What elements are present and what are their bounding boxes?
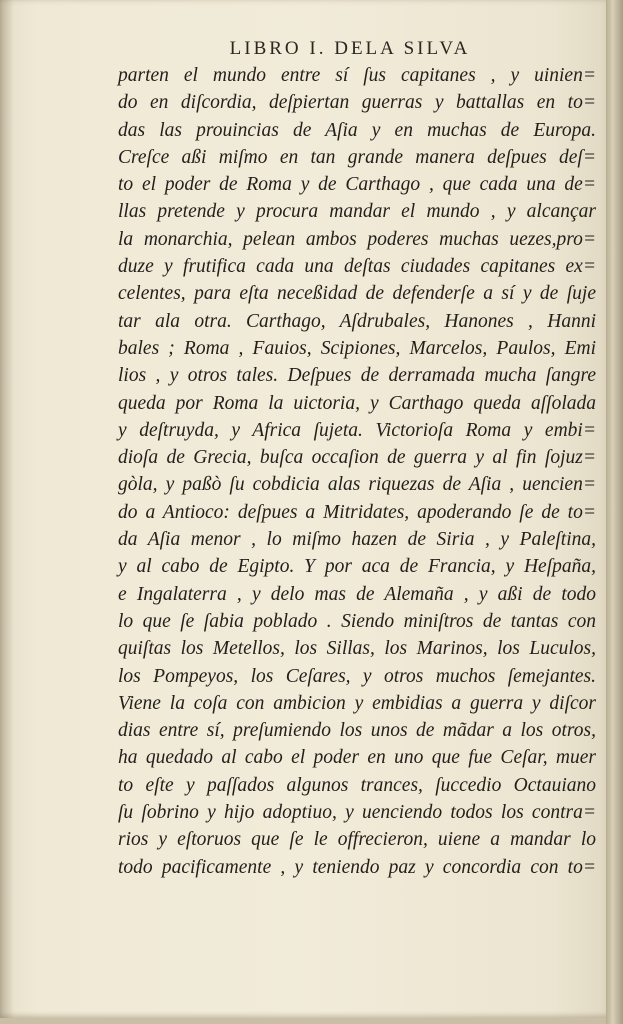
text-line: parten el mundo entre sí ſus capitanes , y uinien= — [118, 65, 596, 86]
text-line: la monarchia, pelean ambos poderes muchas uezes,pro= — [118, 228, 596, 250]
text-line: da Aſia menor , lo miſmo hazen de Siria , y Paleſtina, — [118, 529, 596, 551]
spine-shadow — [0, 0, 14, 1018]
text-line: do en diſcordia, deſpiertan guerras y battallas en to= — [118, 92, 596, 114]
body-text — [118, 62, 596, 881]
text-line: tar ala otra. Carthago, Aſdrubales, Hanones , Hanni — [118, 310, 596, 332]
text-line: llas pretende y procura mandar el mundo , y alcançar — [118, 201, 596, 223]
text-line: das las prouincias de Aſia y en muchas de Europa. — [118, 119, 596, 141]
text-line: Creſce aßi miſmo en tan grande manera deſpues deſ= — [118, 146, 596, 168]
text-line: to el poder de Roma y de Carthago , que cada una de= — [118, 174, 596, 196]
text-line: bales ; Roma , Fauios, Scipiones, Marcelos, Paulos, Emi — [118, 337, 596, 359]
text-line: quiſtas los Metellos, los Sillas, los Marinos, los Luculos, — [118, 638, 596, 660]
text-line: dias entre sí, preſumiendo los unos de mãdar a los otros, — [118, 720, 596, 742]
text-line: rios y eſtoruos que ſe le offrecieron, uiene a mandar lo — [118, 829, 596, 851]
text-line: lo que ſe ſabia poblado . Siendo miniſtros de tantas con — [118, 610, 596, 632]
text-line: todo pacificamente , y teniendo paz y concordia con to= — [118, 856, 596, 878]
text-line: dioſa de Grecia, buſca occaſion de guerra y al fin ſojuz= — [118, 447, 596, 469]
text-line: Viene la coſa con ambicion y embidias a guerra y diſcor — [118, 692, 596, 714]
text-line: to eſte y paſſados algunos trances, ſuccedio Octauiano — [118, 774, 596, 796]
text-line: y al cabo de Egipto. Y por aca de Francia, y Heſpaña, — [118, 556, 596, 578]
text-line: queda por Roma la uictoria, y Carthago queda aſſolada — [118, 392, 596, 414]
text-line: los Pompeyos, los Ceſares, y otros muchos ſemejantes. — [118, 665, 596, 687]
text-line: gòla, y paßò ſu cobdicia alas riquezas de Aſia , uencien= — [118, 474, 596, 496]
text-line: ſu ſobrino y hijo adoptiuo, y uenciendo todos los contra= — [118, 802, 596, 824]
text-line: y deſtruyda, y Africa ſujeta. Victorioſa Roma y embi= — [118, 419, 596, 441]
page-edge — [606, 0, 623, 1024]
text-line: celentes, para eſta neceßidad de defenderſe a sí y de ſuje — [118, 283, 596, 305]
text-line: ha quedado al cabo el poder en uno que fue Ceſar, muer — [118, 747, 596, 769]
text-line: do a Antioco: deſpues a Mitridates, apoderando ſe de to= — [118, 501, 596, 523]
running-head: LIBRO I. DELA SILVA — [229, 38, 471, 59]
text-line: lios , y otros tales. Deſpues de derramada mucha ſangre — [118, 365, 596, 387]
text-line: duze y frutifica cada una deſtas ciudades capitanes ex= — [118, 256, 596, 278]
text-line: e Ingalaterra , y delo mas de Alemaña , y aßi de todo — [118, 583, 596, 605]
